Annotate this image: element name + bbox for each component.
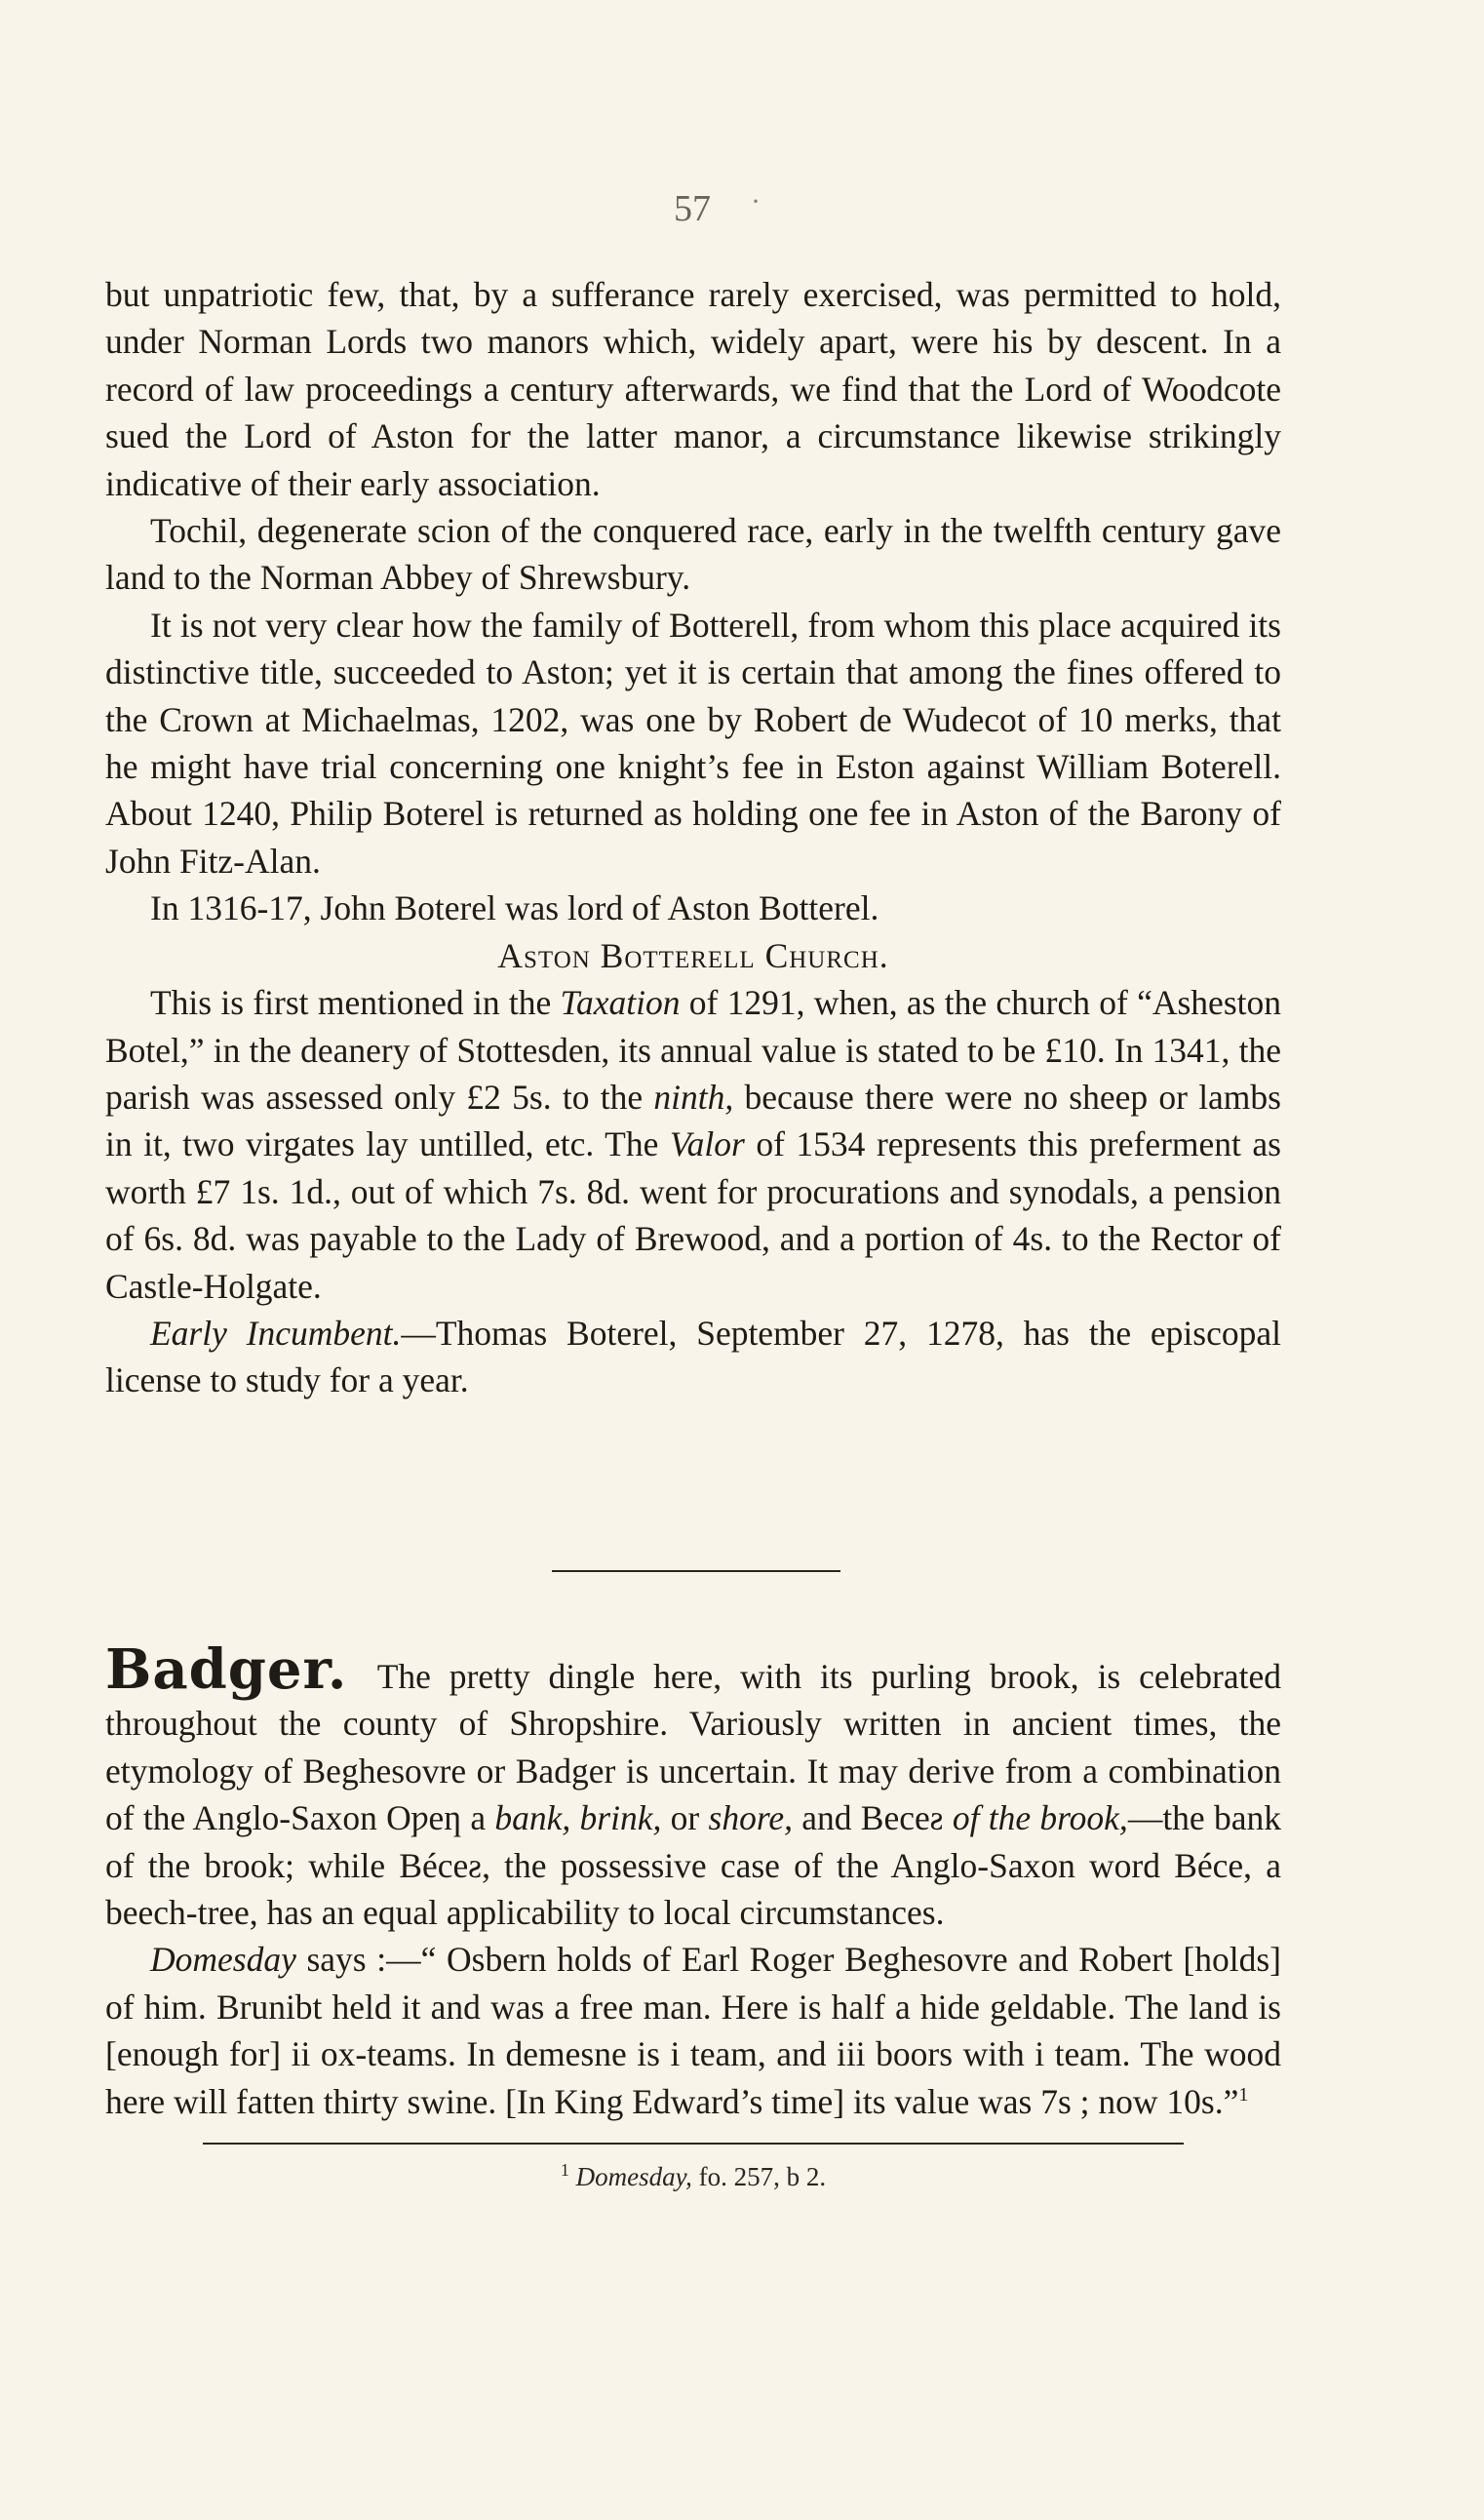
page-mark: · [751,185,761,217]
footnote-divider [203,2143,1184,2145]
paragraph: but unpatriotic few, that, by a sufferance rarely exercised, was permitted to hold, under Norman Lords two manors which, widely apart, were his by descent. In a record of law proceedings a century afterwards, we find that the Lord of Woodcote sued the Lord of Aston for the latter manor, a circumstance likewise strikingly indicative of their early association. [105,275,1281,503]
footnote-mark: 1 [560,2160,569,2180]
paragraph: It is not very clear how the family of Botterell, from whom this place acquired its distinctive title, succeeded to Aston; yet it is certain that among the fines offered to the Crown at Michaelmas, 1202, was one by Robert de Wudecot of 10 merks, that he might have trial concerning one knight’s fee in Eston against William Boterell. About 1240, Philip Boterel is returned as holding one fee in Aston of the Barony of John Fitz-Alan. [105,605,1281,881]
paragraph: Domesday says :—“ Osbern holds of Earl Roger Beghesovre and Robert [holds] of him. Brunibt held it and was a free man. Here is half a hide geldable. The land is [enough for] ii ox-teams. In demesne is i team, and iii boors with i team. The wood here will fatten thirty swine. [In King Edward’s time] its value was 7s ; now 10s.”$^1$ [105,1940,1281,2121]
section-badger [105,1637,1281,2125]
section-heading: Aston Botterell Church. [497,935,889,975]
footnote [105,2160,1281,2192]
page-number: 57 [674,188,711,229]
section-divider [552,1570,840,1572]
paragraph: This is first mentioned in the Taxation of 1291, when, as the church of “Asheston Botel,” in the deanery of Stottesden, its annual value is stated to be £10. In 1341, the parish was assessed only £2 5s. to the ninth, because there were no sheep or lambs in it, two virgates lay untilled, etc. The Valor of 1534 represents this preferment as worth £7 1s. 1d., out of which 7s. 8d. went for procurations and synodals, a pension of 6s. 8d. was payable to the Lady of Brewood, and a portion of 4s. to the Rector of Castle-Holgate. [105,983,1281,1306]
section-aston-botterell [105,271,1281,1404]
footnote-source: Domesday, [575,2162,692,2191]
paragraph: In 1316-17, John Boterel was lord of Aston Botterel. [150,888,879,928]
footnote-reference-text: fo. 257, b 2. [691,2162,827,2191]
section-title: Badger. [105,1637,348,1702]
paragraph: Tochil, degenerate scion of the conquered race, early in the twelfth century gave land to the Norman Abbey of Shrewsbury. [105,511,1281,598]
footnote-reference: 1 [1238,2083,1249,2106]
paragraph: Early Incumbent.—Thomas Boterel, September 27, 1278, has the episcopal license to study for a year. [105,1313,1281,1400]
paragraph: Badger. The pretty dingle here, with its purling brook, is celebrated throughout the county of Shropshire. Variously written in ancient times, the etymology of Beghesovre or Badger is uncertain. It may derive from a combination of the Anglo-Saxon Oƿeƞ a bank, brink, or shore, and Beceƨ of the brook,—the bank of the brook; while Béceƨ, the possessive case of the Anglo-Saxon word Béce, a beech-tree, has an equal applicability to local circumstances. [105,1637,1281,1933]
